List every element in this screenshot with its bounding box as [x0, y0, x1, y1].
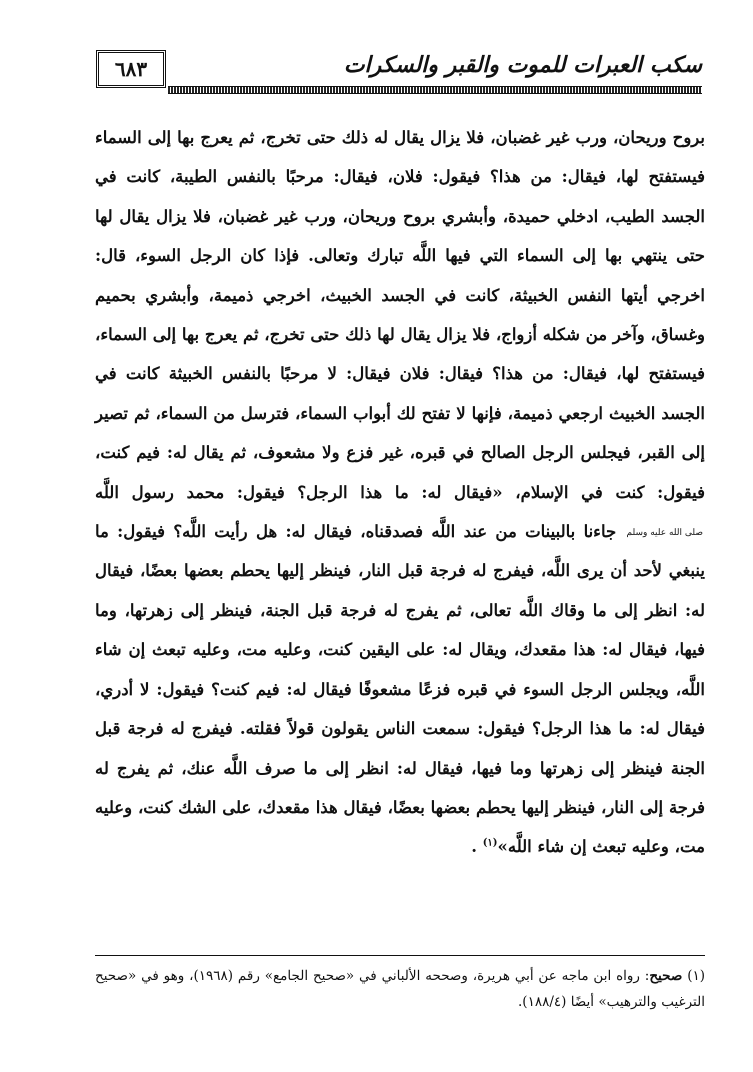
- footnote-text: : رواه ابن ماجه عن أبي هريرة، وصححه الألباني في «صحيح الجامع» رقم (١٩٦٨)، وهو في «صحيح الترغيب والترهيب» أيضًا (١٨٨/٤).: [95, 968, 705, 1010]
- footnote-number: (١): [687, 968, 706, 984]
- footnote: [95, 963, 705, 1015]
- footnote-reference: (١): [482, 837, 498, 849]
- honorific-symbol: صلى الله عليه وسلم: [626, 527, 703, 538]
- page-header: [96, 50, 702, 94]
- footnote-separator: [95, 955, 705, 956]
- text-part-1: بروح وريحان، ورب غير غضبان، فلا يزال يقال له ذلك حتى تخرج، ثم يعرج بها إلى السماء فيستفتح لها، فيقال: من هذا؟ فيقول: فلان، فيقال: مرحبًا بالنفس الطيبة، كانت في الجسد الطيب، ادخلي حميدة، وأبشري بروح وريحان، ورب غير غضبان، فلا يزال يقال لها حتى ينتهي بها إلى السماء التي فيها اللَّه تبارك وتعالى. فإذا كان الرجل السوء، قال: اخرجي أيتها النفس الخبيثة، كانت في الجسد الخبيث، اخرجي ذميمة، وأبشري بحميم وغساق، وآخر من شكله أزواج، فلا يزال يقال لها ذلك حتى تخرج، ثم يعرج بها إلى السماء، فيستفتح لها، فيقال: من هذا؟ فيقال: فلان فيقال: لا مرحبًا بالنفس الخبيثة كانت في الجسد الخبيث ارجعي ذميمة، فإنها لا تفتح لك أبواب السماء، فترسل من السماء، ثم تصير إلى القبر، فيجلس الرجل الصالح في قبره، غير فزع ولا مشعوف، ثم يقال له: فيم كنت، فيقول: كنت في الإسلام، «فيقال له: ما هذا الرجل؟ فيقول: محمد رسول اللَّه: [95, 128, 705, 502]
- header-rule: [168, 86, 702, 94]
- text-part-2: جاءنا بالبينات من عند اللَّه فصدقناه، فيقال له: هل رأيت اللَّه؟ فيقول: ما ينبغي لأحد أن يرى اللَّه، فيفرج له فرجة قبل النار، فينظر إليها يحطم بعضها بعضًا، فيقال له: انظر إلى ما وقاك اللَّه تعالى، ثم يفرج له فرجة قبل الجنة، فينظر إلى زهرتها، وما فيها، فيقال له: هذا مقعدك، ويقال له: على اليقين كنت، وعليه مت، وعليه تبعث إن شاء اللَّه، ويجلس الرجل السوء في قبره فزعًا مشعوفًا فيقال له: فيم كنت؟ فيقول: لا أدري، فيقال له: ما هذا الرجل؟ فيقول: سمعت الناس يقولون قولاً فقلته. فيفرج له فرجة قبل الجنة فينظر إلى زهرتها وما فيها، فيقال له: انظر إلى ما صرف اللَّه عنك، ثم يفرج له فرجة إلى النار، فينظر إليها يحطم بعضها بعضًا، فيقال هذا مقعدك، على الشك كنت، وعليه مت، وعليه تبعث إن شاء اللَّه»: [95, 522, 705, 857]
- page-number: ٦٨٣: [96, 50, 166, 88]
- running-title: سكب العبرات للموت والقبر والسكرات: [343, 52, 702, 78]
- main-paragraph: [95, 118, 705, 867]
- footnote-label: صحيح: [649, 968, 683, 984]
- text-end: .: [471, 837, 483, 857]
- main-text: [95, 118, 705, 867]
